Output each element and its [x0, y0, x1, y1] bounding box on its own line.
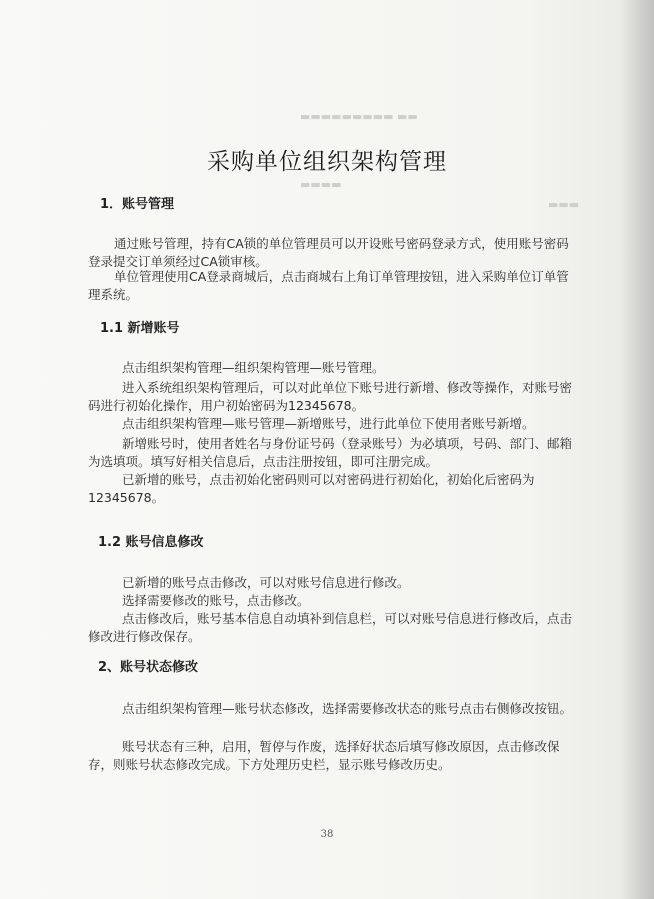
paragraph: 账号状态有三种，启用，暂停与作废，选择好状态后填写修改原因，点击修改保存，则账号状态修改完成。下方处理历史栏，显示账号修改历史。	[88, 739, 560, 772]
section-heading: 1．账号管理	[100, 197, 175, 212]
paragraph: 已新增的账号，点击初始化密码则可以对密码进行初始化，初始化后密码为12345678。	[88, 472, 535, 505]
paragraph: 点击组织架构管理—组织架构管理—账号管理。	[122, 360, 385, 375]
paragraph: 新增账号时，使用者姓名与身份证号码（登录账号）为必填项，号码、部门、邮箱为选填项。填写好相关信息后，点击注册按钮，即可注册完成。	[88, 436, 573, 469]
paragraph: 已新增的账号点击修改，可以对账号信息进行修改。	[122, 575, 410, 590]
bleed-through-text: ▬▬▬▬	[300, 178, 342, 191]
section-heading: 1.1 新增账号	[100, 321, 180, 336]
page-edge-shadow	[620, 0, 654, 899]
page-number: 38	[320, 829, 334, 840]
paragraph: 进入系统组织架构管理后，可以对此单位下账号进行新增、修改等操作，对账号密码进行初始化操作，用户初始密码为12345678。	[88, 380, 573, 413]
bleed-through-text: ▬▬▬	[548, 198, 580, 211]
bleed-through-text: ▬▬▬▬▬▬▬▬▬ ▬▬	[300, 110, 418, 123]
paragraph: 点击组织架构管理—账号管理—新增账号，进行此单位下使用者账号新增。	[122, 416, 535, 431]
section-heading: 2、账号状态修改	[98, 660, 199, 675]
section-heading: 1.2 账号信息修改	[98, 535, 204, 550]
page-title: 采购单位组织架构管理	[207, 149, 447, 175]
paragraph: 单位管理使用CA登录商城后，点击商城右上角订单管理按钮，进入采购单位订单管理系统。	[88, 269, 569, 302]
paragraph: 通过账号管理，持有CA锁的单位管理员可以开设账号密码登录方式，使用账号密码登录提交订单须经过CA锁审核。	[88, 236, 569, 269]
paragraph: 选择需要修改的账号，点击修改。	[122, 593, 310, 608]
paragraph: 点击组织架构管理—账号状态修改，选择需要修改状态的账号点击右侧修改按钮。	[122, 701, 573, 716]
paragraph: 点击修改后，账号基本信息自动填补到信息栏，可以对账号信息进行修改后，点击修改进行修改保存。	[88, 611, 573, 644]
